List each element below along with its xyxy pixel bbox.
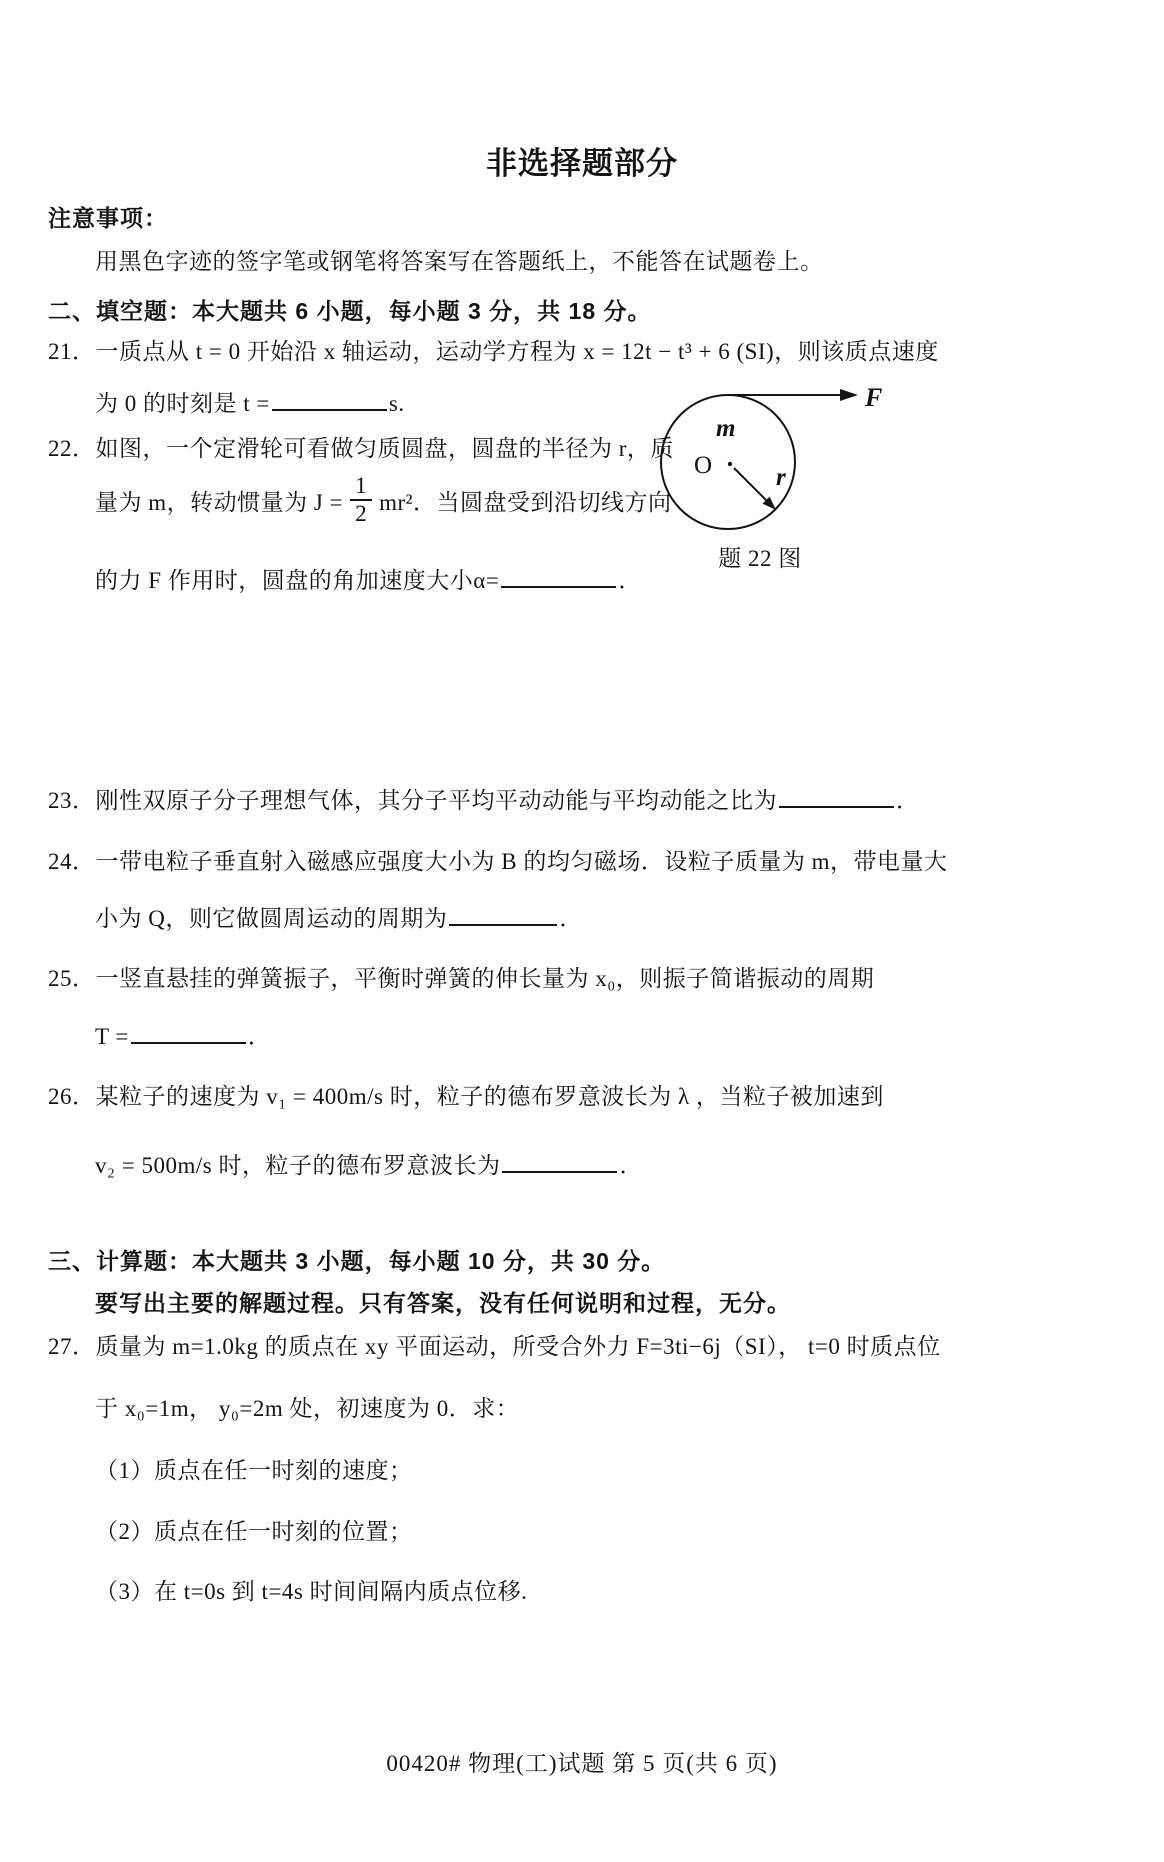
question-23-number: 23． bbox=[48, 788, 96, 813]
question-22-period: ． bbox=[618, 568, 642, 593]
question-24-number: 24． bbox=[48, 849, 96, 874]
question-22-line-1 bbox=[48, 430, 674, 463]
figure-22-caption: 题 22 图 bbox=[718, 546, 802, 571]
question-22-line-3 bbox=[95, 562, 642, 595]
question-26-line-1 bbox=[48, 1078, 884, 1111]
question-27-item-2: （2）质点在任一时刻的位置； bbox=[95, 1519, 413, 1544]
question-25-line-1 bbox=[48, 960, 874, 993]
question-22-text-2a: 量为 m，转动惯量为 J = bbox=[95, 489, 344, 515]
radius-label: r bbox=[776, 464, 787, 491]
question-21-unit: s. bbox=[388, 391, 405, 416]
question-23-line-1 bbox=[48, 782, 920, 815]
question-24-text-2: 小为 Q，则它做圆周运动的周期为 bbox=[95, 906, 448, 931]
question-24-text-1: 一带电粒子垂直射入磁感应强度大小为 B 的均匀磁场．设粒子质量为 m，带电量大 bbox=[95, 849, 948, 874]
figure-22 bbox=[638, 382, 898, 542]
question-23-text: 刚性双原子分子理想气体，其分子平均平动动能与平均动能之比为 bbox=[95, 788, 777, 813]
answer-blank-25 bbox=[131, 1020, 246, 1044]
question-25-line-2 bbox=[95, 1018, 271, 1051]
section-calc-note: 要写出主要的解题过程。只有答案，没有任何说明和过程，无分。 bbox=[95, 1290, 791, 1316]
question-26-text-1: 某粒子的速度为 v₁ = 400m/s 时，粒子的德布罗意波长为 λ ，当粒子被加速到 bbox=[95, 1084, 884, 1109]
fraction-one-half bbox=[350, 474, 372, 526]
question-22-text-1: 如图，一个定滑轮可看做匀质圆盘，圆盘的半径为 r，质 bbox=[95, 436, 674, 461]
answer-blank-26 bbox=[502, 1149, 617, 1173]
question-26-text-2: v₂ = 500m/s 时，粒子的德布罗意波长为 bbox=[95, 1153, 501, 1178]
force-label: F bbox=[865, 383, 883, 412]
question-21-number: 21． bbox=[48, 339, 96, 364]
question-22-number: 22． bbox=[48, 436, 96, 461]
answer-blank-23 bbox=[779, 784, 894, 808]
page-title: 非选择题部分 bbox=[486, 146, 678, 181]
question-21-line-2 bbox=[95, 385, 405, 418]
section-fill-heading: 二、填空题：本大题共 6 小题，每小题 3 分，共 18 分。 bbox=[48, 298, 652, 324]
question-25-text-1: 一竖直悬挂的弹簧振子，平衡时弹簧的伸长量为 x₀，则振子简谐振动的周期 bbox=[95, 966, 875, 991]
question-24-line-2 bbox=[95, 900, 583, 933]
question-21-line-1 bbox=[48, 333, 939, 366]
fraction-numerator: 1 bbox=[350, 474, 372, 501]
question-25-period: ． bbox=[247, 1024, 272, 1049]
question-22-line-2 bbox=[95, 464, 672, 536]
section-calc-heading: 三、计算题：本大题共 3 小题，每小题 10 分，共 30 分。 bbox=[48, 1248, 666, 1274]
question-27-item-1: （1）质点在任一时刻的速度； bbox=[95, 1458, 413, 1483]
question-22-text-2b: mr²．当圆盘受到沿切线方向 bbox=[379, 489, 672, 515]
answer-blank-21 bbox=[272, 387, 387, 411]
question-24-period: ． bbox=[559, 906, 583, 931]
question-25-text-2: T = bbox=[95, 1024, 129, 1049]
center-label: O bbox=[694, 452, 713, 479]
question-27-number: 27． bbox=[48, 1334, 96, 1359]
question-26-number: 26． bbox=[48, 1084, 96, 1109]
question-27-line-1 bbox=[48, 1328, 941, 1361]
question-21-blank-label: 为 0 的时刻是 t = bbox=[95, 391, 270, 416]
radius-arrow-line bbox=[734, 468, 768, 502]
notice-label: 注意事项： bbox=[48, 205, 168, 231]
force-arrow-head bbox=[840, 389, 858, 401]
question-25-number: 25． bbox=[48, 966, 96, 991]
question-27-text-1: 质量为 m=1.0kg 的质点在 xy 平面运动，所受合外力 F=3ti−6j（SI）， t=0 时质点位 bbox=[95, 1334, 941, 1359]
question-21-text: 一质点从 t = 0 开始沿 x 轴运动，运动学方程为 x = 12t − t³ + 6 (SI)，则该质点速度 bbox=[95, 339, 939, 364]
center-dot bbox=[728, 462, 732, 466]
mass-label: m bbox=[716, 415, 736, 442]
fraction-denominator: 2 bbox=[355, 501, 368, 526]
question-27-line-2: 于 x₀=1m， y₀=2m 处，初速度为 0．求： bbox=[95, 1396, 520, 1421]
answer-blank-22 bbox=[501, 564, 616, 588]
question-27-item-3: （3）在 t=0s 到 t=4s 时间间隔内质点位移. bbox=[95, 1579, 528, 1604]
question-23-period: ． bbox=[896, 788, 920, 813]
answer-blank-24 bbox=[449, 902, 557, 926]
question-24-line-1 bbox=[48, 843, 947, 876]
question-26-line-2 bbox=[95, 1147, 643, 1180]
question-26-period: ． bbox=[619, 1153, 643, 1178]
question-22-text-3: 的力 F 作用时，圆盘的角加速度大小α= bbox=[95, 568, 500, 593]
page-footer: 00420# 物理(工)试题 第 5 页(共 6 页) bbox=[386, 1751, 778, 1776]
notice-text: 用黑色字迹的签字笔或钢笔将答案写在答题纸上，不能答在试题卷上。 bbox=[95, 249, 824, 274]
